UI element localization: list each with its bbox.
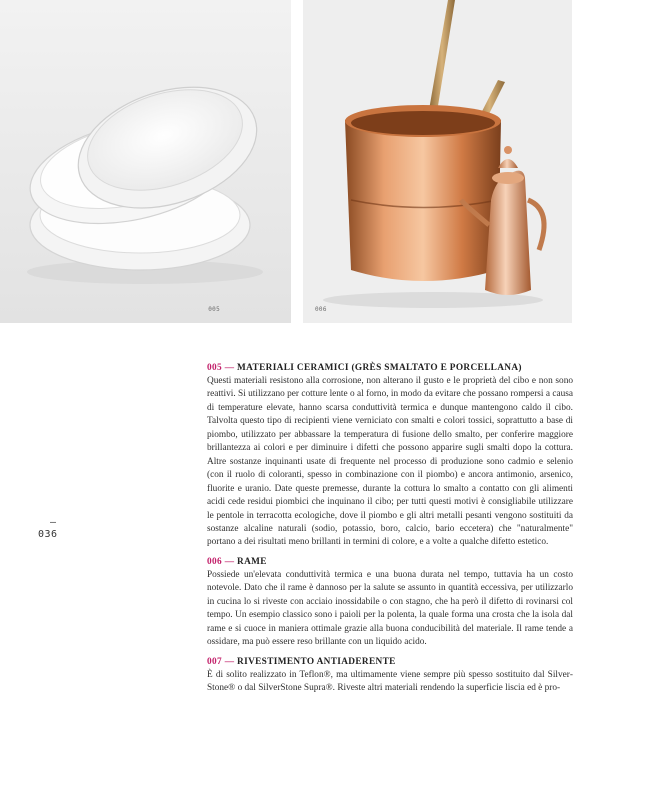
section-005 <box>207 361 573 550</box>
image-caption-005: 005 <box>208 306 220 313</box>
section-title: MATERIALI CERAMICI (GRÈS SMALTATO E PORCELLANA) <box>237 363 522 373</box>
body-text-column <box>207 361 573 696</box>
section-heading <box>207 655 573 669</box>
section-dash: — <box>224 656 235 667</box>
section-heading <box>207 361 573 375</box>
image-caption-006: 006 <box>315 306 327 313</box>
section-title: RAME <box>237 556 267 567</box>
ceramic-dishes-illustration <box>0 0 291 323</box>
page-folio <box>38 518 62 542</box>
section-heading <box>207 555 573 569</box>
section-body: È di solito realizzato in Teflon®, ma ultimamente viene sempre più spesso sostituito dal SilverStone® o dal SilverStone Supra®. Riveste altri materiali rendendo la superficie liscia ed è pro- <box>207 669 573 694</box>
section-number: 006 <box>207 556 222 567</box>
section-number: 007 <box>207 656 222 667</box>
page-number: 036 <box>38 529 58 540</box>
copper-pots-photo <box>303 0 572 323</box>
section-dash: — <box>224 363 235 373</box>
section-007 <box>207 655 573 696</box>
folio-dash: — <box>50 517 57 528</box>
section-title: RIVESTIMENTO ANTIADERENTE <box>237 656 396 667</box>
copper-pots-illustration <box>303 0 572 323</box>
section-body: Possiede un'elevata conduttività termica e una buona durata nel tempo, tuttavia ha un costo notevole. Dato che il rame è dannoso per la salute se assunto in quantità eccessiva, per utilizzarlo in cucina lo si riveste con acciaio inossidabile o con stagno, che ha però il difetto di rovinarsi col tempo. Un esempio classico sono i paioli per la polenta, la quale forma una crosta che la isola dal rame e si cuoce in maniera ottimale grazie alla buona conducibilità del materiale. Il rame tende a ossidare, ma può essere reso brillante con un liquido acido. <box>207 569 573 648</box>
section-dash: — <box>224 556 235 567</box>
section-006 <box>207 555 573 650</box>
ceramic-dishes-photo <box>0 0 291 323</box>
section-number: 005 <box>207 363 222 373</box>
section-body: Questi materiali resistono alla corrosione, non alterano il gusto e le proprietà del cibo e non sono reattivi. Si utilizzano per cotture lente o al forno, in modo da evitare che possano rompersi a causa di temperature elevate, hanno scarsa conduttività termica e dunque mantengono caldo il cibo. Talvolta questo tipo di recipienti viene verniciato con smalti e colori tossici, soprattutto a base di piombo, utilizzato per abbassare la temperatura di fusione dello smalto, per conferire maggiore brillantezza ai colori e per diminuire i difetti che possono apparire sugli smalti dopo la cottura. Altre sostanze inquinanti usate di frequente nel processo di produzione sono cadmio e selenio (con il ruolo di coloranti, spesso in combinazione con il piombo) e ancora antimonio, arsenico, fluorite e uranio. Date queste premesse, durante la cottura lo smalto a contatto con gli alimenti acidi cede residui piombici che inquinano il cibo; per tutti questi motivi è consigliabile utilizzare le pentole in terracotta ecologiche, dove il piombo e gli altri metalli pesanti vengono sostituiti da sostanze alcaline naturali (sodio, potassio, boro, calcio, bario eccetera) che "naturalmente" portano a dei risultati meno brillanti in termini di colore, e a volte a qualche difetto estetico. <box>207 376 573 548</box>
